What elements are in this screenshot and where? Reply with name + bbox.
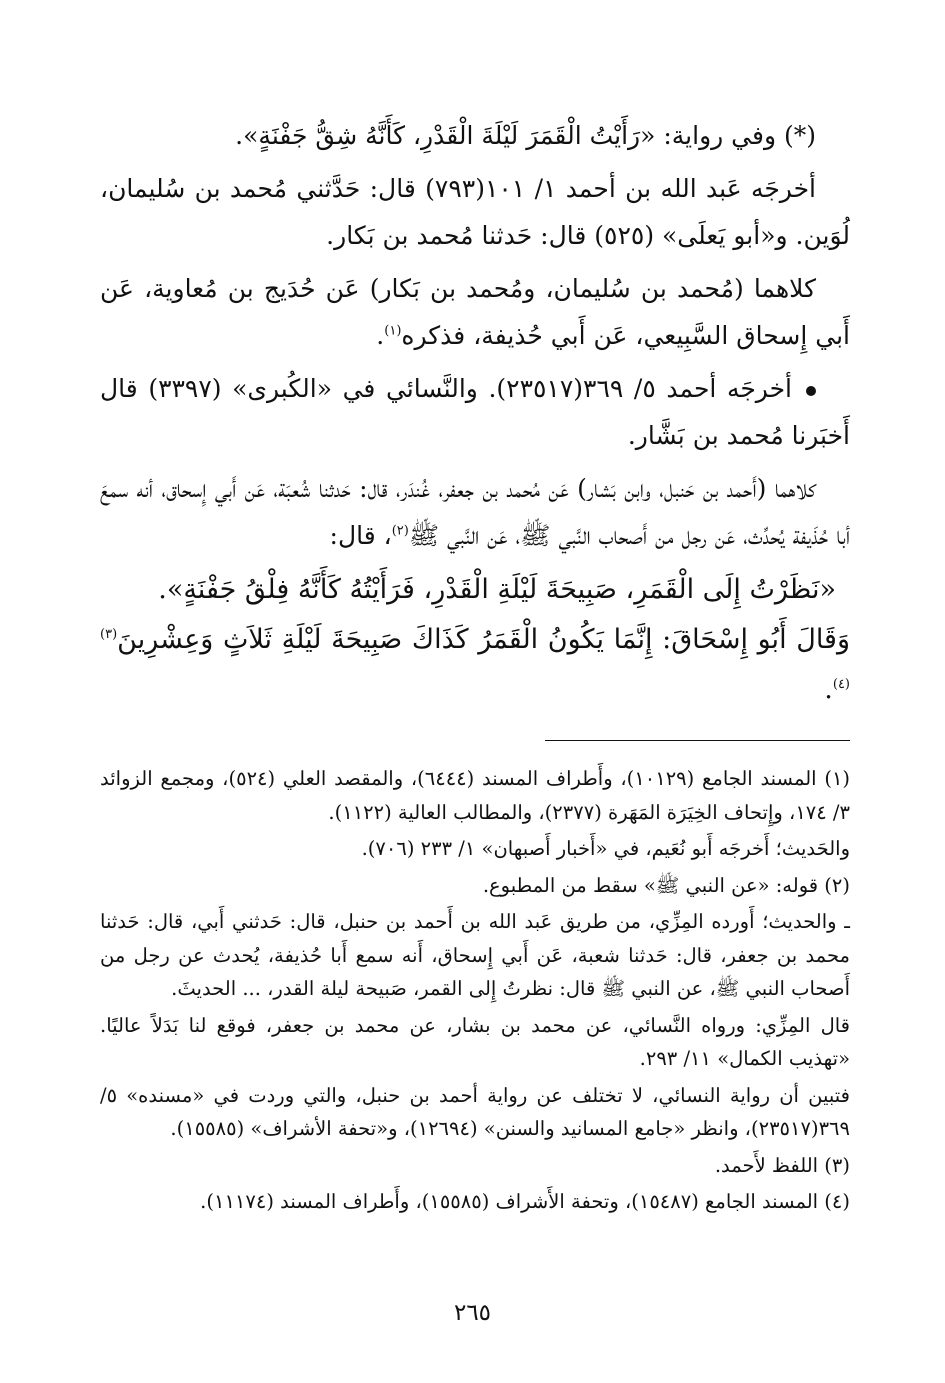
footnote-3: (٣) اللفظ لأَحمد. — [714, 1153, 850, 1177]
footnotes — [100, 762, 850, 1222]
footnote-2-hadith: ـ والحديث؛ أَورده المِزِّي، من طريق عَبد الله بن أَحمد بن حنبل، قال: حَدثني أَبي، قال: حَدثنا محمد بن جعفر، قال: حَدثنا شعبة، عَن أَبي إِسحاق، أَنه سمع أَبا حُذيفة، يُحدث عن رجل من أَصحاب النبي ﷺ، عن النبي ﷺ قال: نظرتُ إِلى القمر، صَبيحة ليلة القدر، ... الحديثَ. — [100, 910, 850, 1000]
footnote-ref-2[interactable]: (٢) — [391, 523, 409, 539]
paragraph-takhrij-abdullah — [100, 165, 850, 259]
footnote-divider — [545, 740, 850, 741]
paragraph-isnad-2 — [100, 465, 850, 559]
hadith-abu-ishaq-text: وَقَالَ أَبُو إِسْحَاقَ: إِنَّمَا يَكُونُ الْقَمَرُ كَذَاكَ صَبِيحَةَ لَيْلَةِ ثَلاَثٍ وَعِشْرِينَ — [117, 624, 850, 655]
paragraph-takhrij-abdullah-text: أخرجَه عَبد الله بن أحمد ١/ ١٠١(٧٩٣) قال: حَدَّثني مُحمد بن سُليمان، لُوَين. و«أبو يَعلَى» (٥٢٥) قال: حَدثنا مُحمد بن بَكار. — [100, 174, 850, 250]
paragraph-takhrij-ahmad — [100, 365, 850, 459]
paragraph-riwaya-text: (*) وفي رواية: «رَأَيْتُ الْقَمَرَ لَيْلَةَ الْقَدْرِ، كَأَنَّهُ شِقُّ جَفْنَةٍ». — [235, 121, 816, 150]
paragraph-isnad-1-text: كلاهما (مُحمد بن سُليمان، ومُحمد بن بَكار) عَن حُدَيج بن مُعاوية، عَن أَبي إِسحاق السَّبِيعي، عَن أَبي حُذيفة، فذكره — [100, 274, 850, 350]
footnote-4: (٤) المسند الجامع (١٥٤٨٧)، وتحفة الأَشراف (١٥٥٨٥)، وأَطراف المسند (١١١٧٤). — [200, 1190, 850, 1213]
footnote-2-conclusion: فتبين أن رواية النسائي، لا تختلف عن رواية أحمد بن حنبل، والتي وردت في «مسنده» ٥/ ٣٦٩(٢٣٥١٧)، وانظر «جامع المسانيد والسنن» (١٢٦٩٤)، و«تحفة الأشراف» (١٥٥٨٥). — [100, 1083, 850, 1140]
hadith-matn-text: «نَظَرْتُ إِلَى الْقَمَرِ، صَبِيحَةَ لَيْلَةِ الْقَدْرِ، فَرَأَيْتُهُ كَأَنَّهُ فِلْقُ جَفْنَةٍ». — [158, 574, 836, 605]
paragraph-riwaya — [100, 112, 850, 159]
footnote-1: (١) المسند الجامع (١٠١٢٩)، وأَطراف المسند (٦٤٤٤)، والمقصد العلي (٥٢٤)، ومجمع الزوائد ٣/ ١٧٤، وإِتحاف الخِيَرَة المَهَرة (٢٣٧٧)، والمطالب العالية (١١٢٢). — [100, 767, 851, 824]
bullet-icon — [806, 386, 816, 396]
paragraph-isnad-2-text: كلاهما (أَحمد بن حَنبل، وابن بَشار) عَن مُحمد بن جعفر، غُندَر، قال: حَدثنا شُعبَة، عَن أَبي إِسحاق، أنه سمعَ أبا حُذَيفة يُحدِّث، عَن رجل من أَصحاب النَّبي ﷺ، عَن النَّبي ﷺ — [100, 474, 850, 550]
footnote-ref-3-4[interactable]: (٣)(٤) — [100, 627, 850, 692]
hadith-matn — [100, 565, 850, 615]
footnote-2: (٢) قوله: «عن النبي ﷺ» سقط من المطبوع. — [482, 873, 850, 897]
hadith-abu-ishaq — [100, 615, 850, 715]
footnote-1-continued: والحَديث؛ أَخرجَه أَبو نُعَيم، في «أَخبار أَصبهان» ١/ ٢٣٣ (٧٠٦). — [361, 837, 850, 860]
paragraph-takhrij-ahmad-text: أخرجَه أحمد ٥/ ٣٦٩(٢٣٥١٧). والنَّسائي في «الكُبرى» (٣٣٩٧) قال أَخبَرنا مُحمد بن بَشَّار. — [100, 374, 850, 450]
paragraph-isnad-2-end: ، قال: — [329, 521, 392, 550]
footnote-2-mizzi: قال المِزِّي: ورواه النَّسائي، عن محمد بن بشار، عن محمد بن جعفر، فوقع لنا بَدَلاً عاليًا. «تهذيب الكمال» ١١/ ٢٩٣. — [100, 1013, 850, 1070]
main-text — [100, 112, 850, 715]
hadith-abu-ishaq-end: . — [824, 674, 833, 705]
footnote-ref-1[interactable]: (١) — [384, 323, 402, 339]
page-number: ٢٦٥ — [453, 1300, 492, 1326]
paragraph-isnad-1: كلاهما (مُحمد بن سُليمان، ومُحمد بن بَكار) عَن حُدَيج بن مُعاوية، عَن أَبي إِسحاق السَّبِيعي، عَن أَبي حُذيفة، فذكره$^{(١)}$. — [100, 274, 850, 350]
